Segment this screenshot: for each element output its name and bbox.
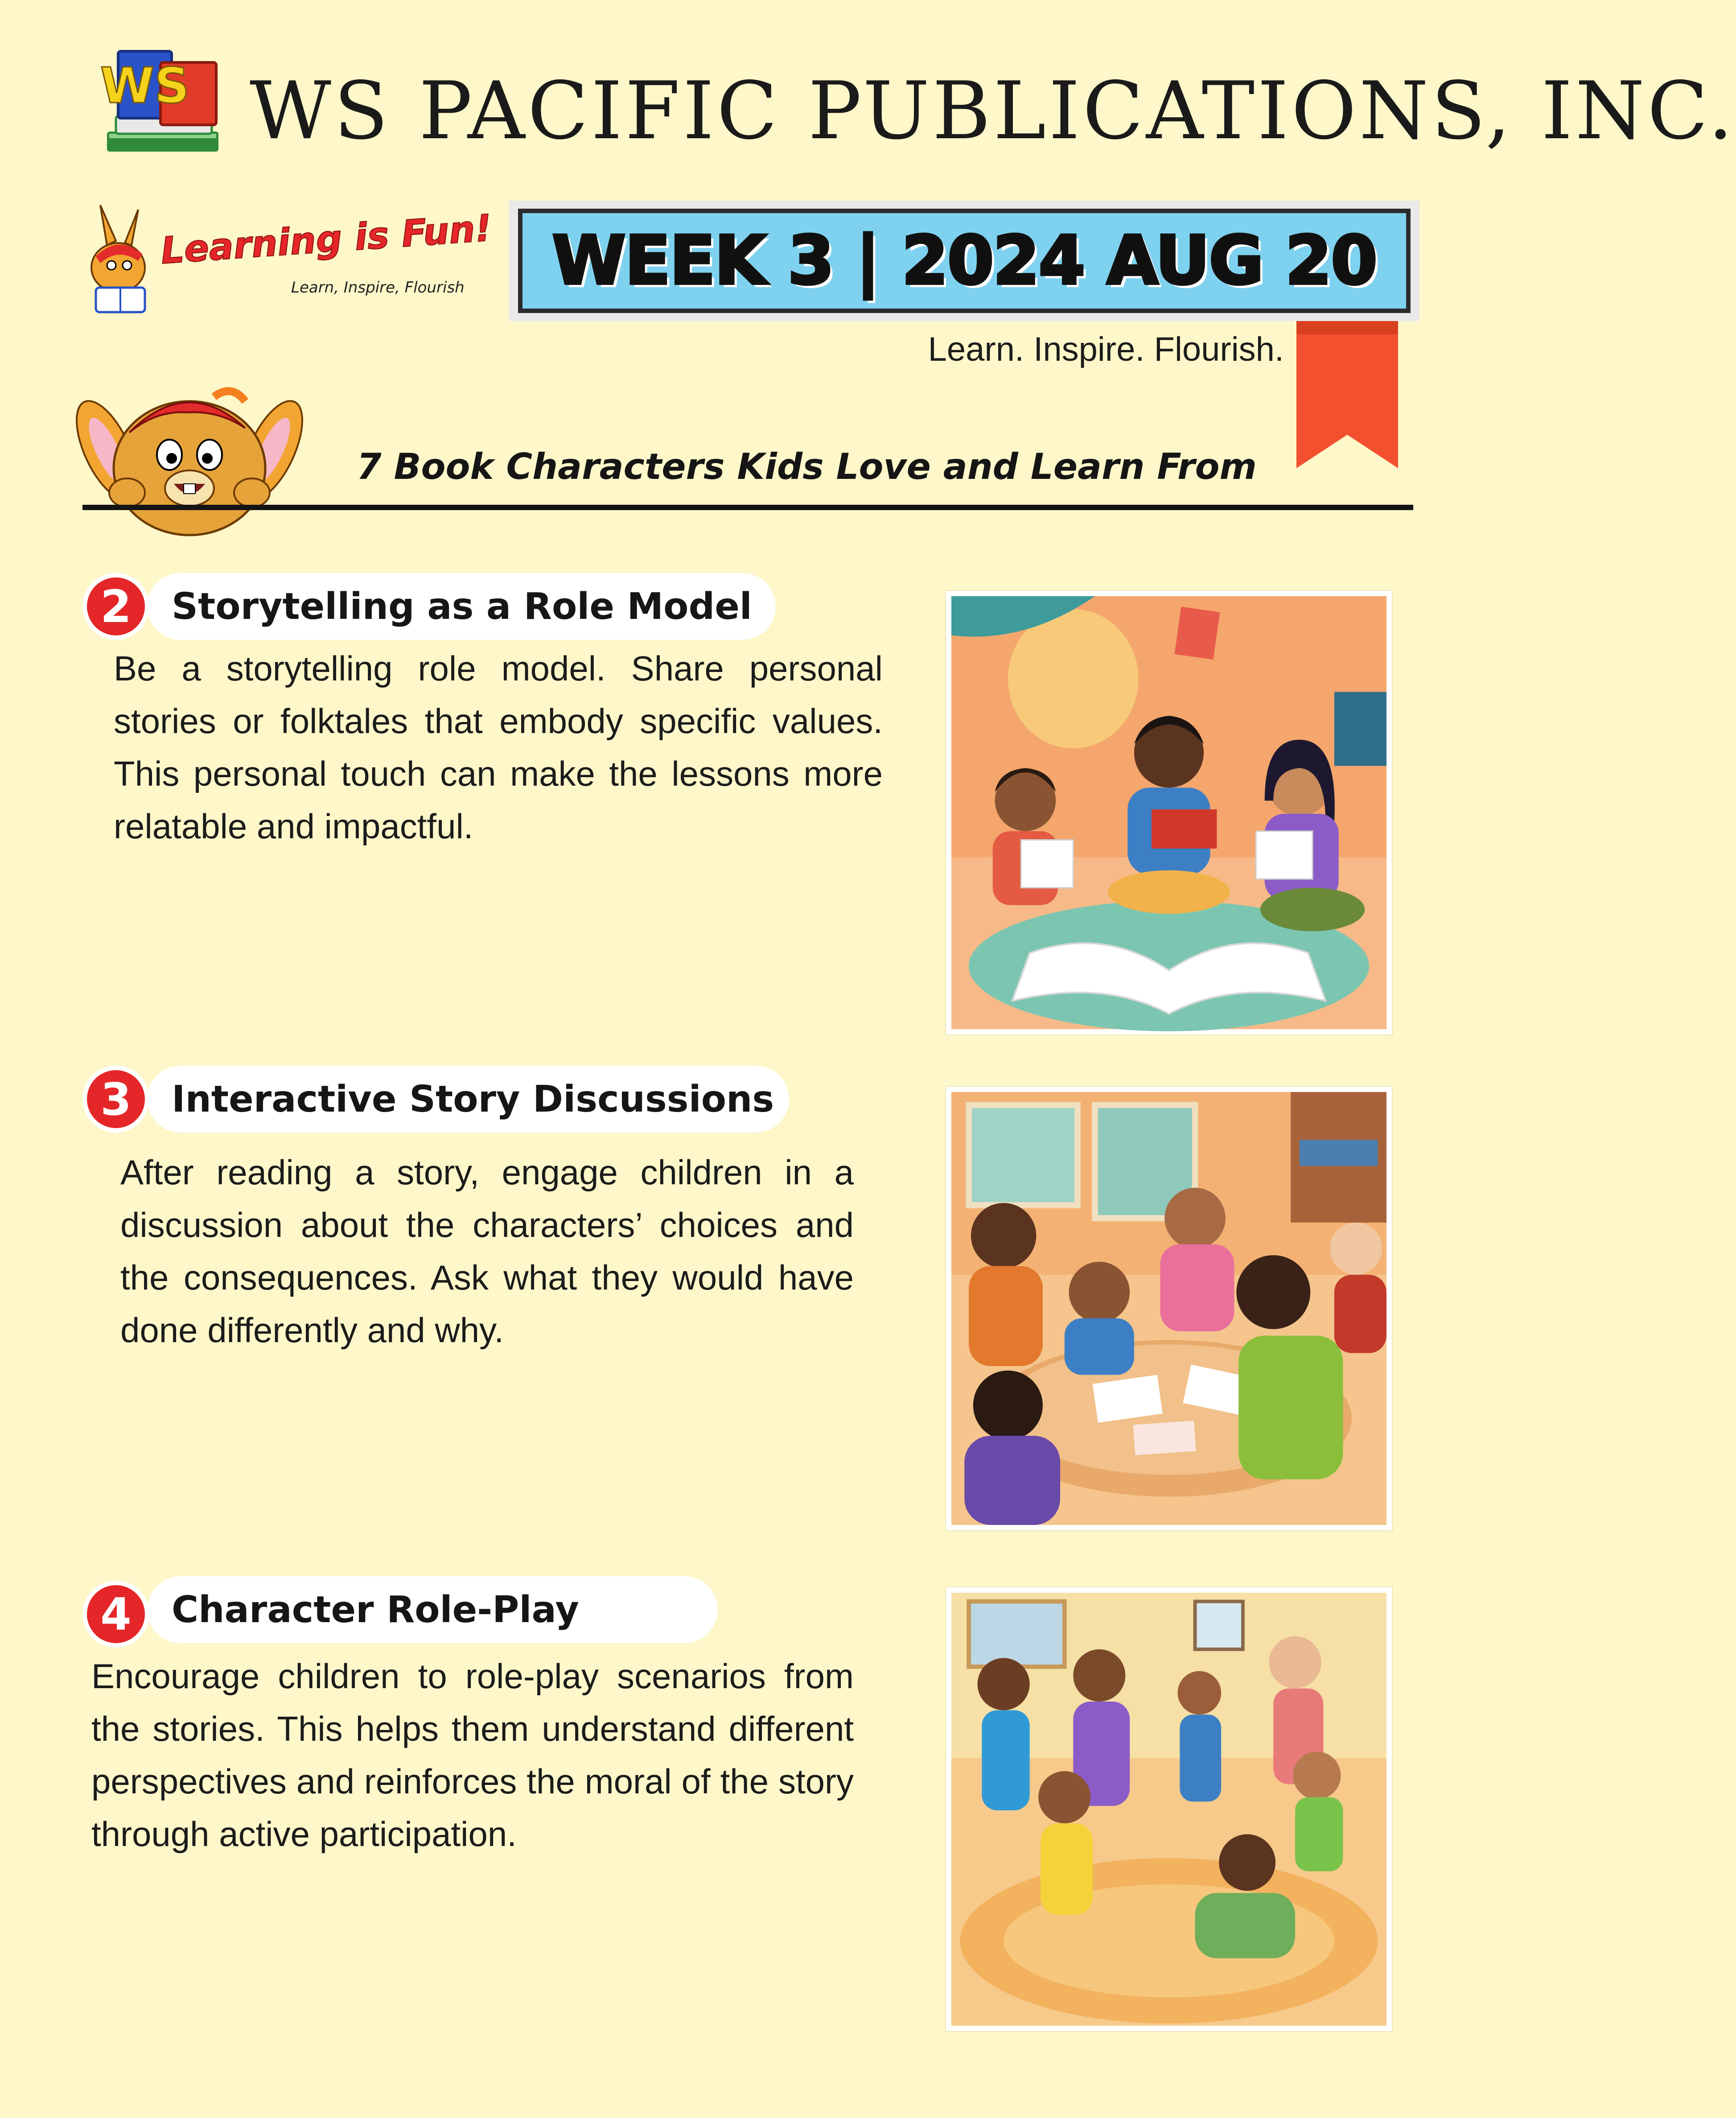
ws-logo-letter-w: WS bbox=[100, 57, 190, 114]
learning-is-fun-subtitle: Learn, Inspire, Flourish bbox=[291, 279, 465, 297]
children-reading-storybooks-illustration bbox=[946, 591, 1392, 1034]
publisher-name: WS PACIFIC PUBLICATIONS, INC. bbox=[250, 65, 1736, 157]
children-discussing-books-at-table-illustration bbox=[946, 1087, 1392, 1530]
section-body-text: Be a storytelling role model. Share personal stories or folktales that embody specific values. This personal touch can make the lessons more relatable and impactful. bbox=[114, 649, 883, 846]
beaver-mascot-icon bbox=[85, 383, 294, 508]
children-role-playing-in-circle-illustration bbox=[946, 1587, 1392, 2031]
section-heading: Interactive Story Discussions bbox=[147, 1066, 789, 1133]
week-banner bbox=[509, 201, 1419, 321]
article-title: 7 Book Characters Kids Love and Learn From bbox=[357, 446, 1257, 487]
bookmark-ribbon-icon bbox=[1296, 321, 1398, 468]
ws-pacific-logo bbox=[100, 42, 230, 163]
tagline: Learn. Inspire. Flourish. bbox=[928, 330, 1284, 368]
section-body-text: Encourage children to role-play scenarios from the stories. This helps them understand different perspectives and reinforces the moral of the story through active participation. bbox=[91, 1656, 854, 1854]
week-date-label: WEEK 3 | 2024 AUG 20 bbox=[552, 222, 1377, 300]
section-number-badge: 2 bbox=[82, 573, 149, 640]
section-body-text: After reading a story, engage children in a discussion about the characters’ choices and the consequences. Ask what they would have done differently and why. bbox=[120, 1153, 854, 1350]
section-heading: Character Role-Play bbox=[147, 1576, 718, 1643]
learning-is-fun-title: Learning is Fun! bbox=[159, 207, 493, 272]
section-number-badge: 4 bbox=[82, 1581, 149, 1648]
section-heading: Storytelling as a Role Model bbox=[147, 573, 776, 640]
section-number-badge: 3 bbox=[82, 1066, 149, 1133]
title-divider bbox=[82, 505, 1413, 510]
learning-is-fun-logo bbox=[65, 198, 493, 323]
